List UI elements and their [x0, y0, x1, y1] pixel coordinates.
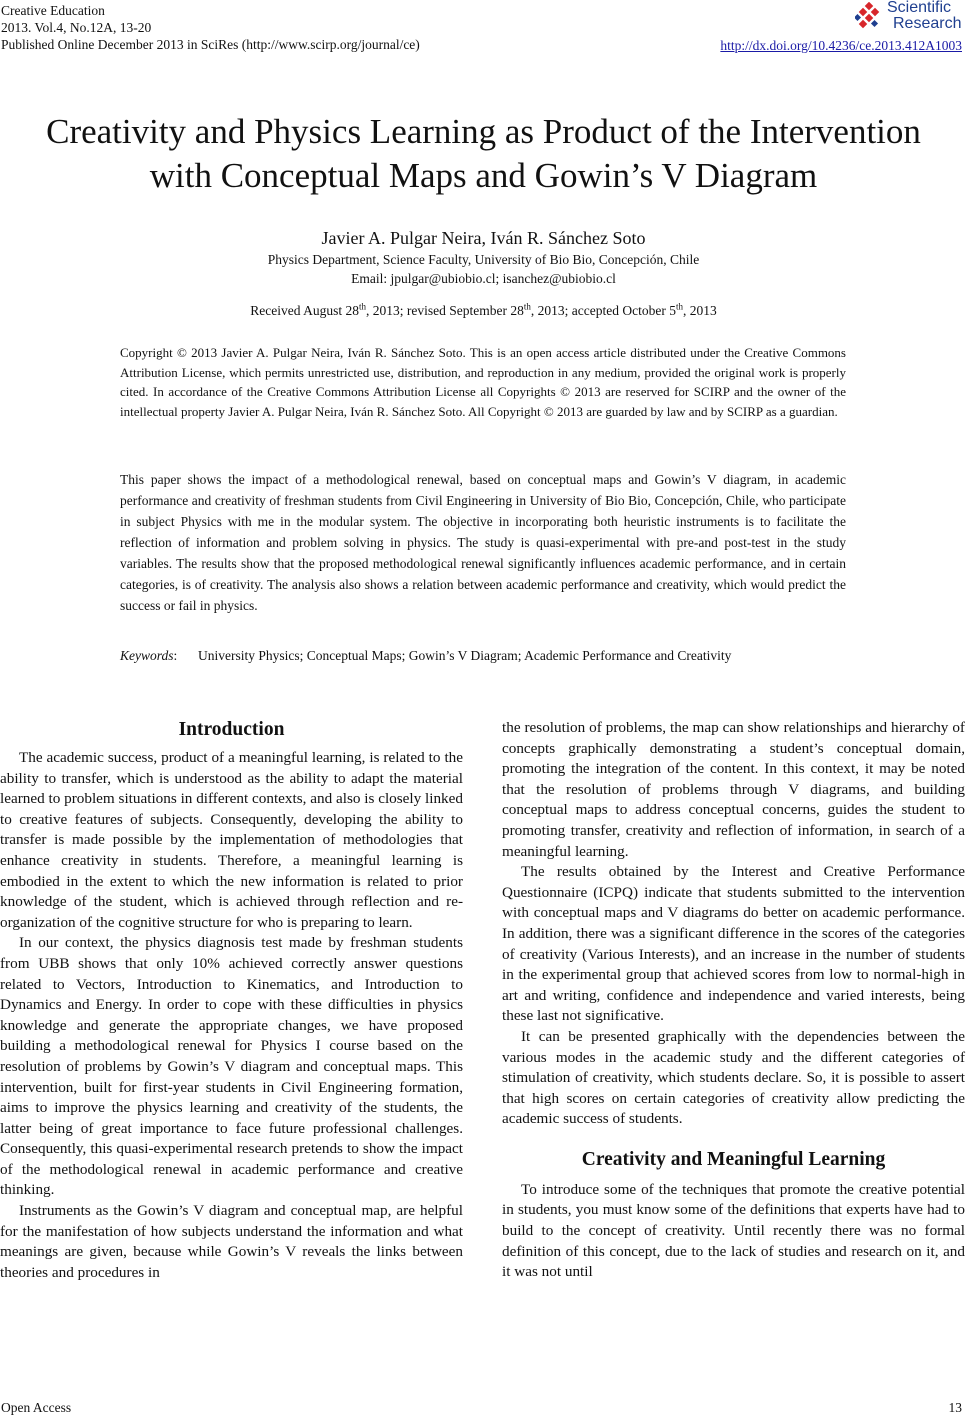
paragraph: It can be presented graphically with the dependencies between the various modes in the academic study and the different categories of stimulation of creativity, which students declare. So, it is possible to assert that high scores on certain categories of creativity allow predicting the academic success of students. [502, 1027, 965, 1128]
scientific-research-logo [855, 0, 967, 34]
logo-text-line2: Research [893, 15, 962, 32]
received-dates: Received August 28th, 2013; revised September 28th, 2013; accepted October 5th, 2013 [250, 301, 717, 318]
right-column [502, 718, 965, 1283]
copyright-notice: Copyright © 2013 Javier A. Pulgar Neira, Iván R. Sánchez Soto. This is an open access article distributed under the Creative Commons Attribution License, which permits unrestricted use, distribution, and reproduction in any medium, provided the original work is properly cited. In accordance of the Creative Commons Attribution License all Copyrights © 2013 are reserved for SCIRP and the owner of the intellectual property Javier A. Pulgar Neira, Iván R. Sánchez Soto. All Copyright © 2013 are guarded by law and by SCIRP as a guardian. [120, 345, 846, 419]
email: Email: jpulgar@ubiobio.cl; isanchez@ubiobio.cl [351, 271, 616, 286]
doi-link[interactable]: http://dx.doi.org/10.4236/ce.2013.412A1003 [720, 38, 962, 53]
journal-name: Creative Education [1, 3, 105, 18]
affiliation-block [0, 250, 967, 288]
paper-title: Creativity and Physics Learning as Product of the Intervention with Conceptual Maps and Gowin’s V Diagram [46, 112, 921, 195]
keywords-list: University Physics; Conceptual Maps; Gowin’s V Diagram; Academic Performance and Creativity [198, 648, 732, 663]
footer-open-access: Open Access [1, 1400, 72, 1415]
section-heading-creativity: Creativity and Meaningful Learning [581, 1148, 886, 1170]
paragraph: The results obtained by the Interest and Creative Performance Questionnaire (ICPQ) indicate that students submitted to the intervention with conceptual maps and V diagrams do better on academic performance. In addition, there was a significant difference in the scores of the categories of creativity (Various Interests), and an increase in the number of students in the experimental group that achieved scores from low to normal-high in art and writing, confidence and independence and varied interests, being these last not significative. [502, 863, 965, 1025]
left-column [0, 718, 463, 1283]
affiliation: Physics Department, Science Faculty, University of Bio Bio, Concepción, Chile [267, 252, 700, 267]
logo-text-line1: Scientific [887, 0, 952, 16]
publication-info: Published Online December 2013 in SciRes (http://www.scirp.org/journal/ce) [1, 37, 420, 52]
keywords-block: Keywords: University Physics; Conceptual Maps; Gowin’s V Diagram; Academic Performance and Creativity [120, 645, 846, 666]
journal-header [1, 2, 420, 53]
keywords-label: Keywords [120, 648, 174, 663]
paragraph: The academic success, product of a meaningful learning, is related to the ability to transfer, which is understood as the ability to adapt the material learned to problem situations in different contexts, and also is closely linked to creative features of subjects. Consequently, developing the ability to transfer is made possible by the implementation of methodologies that enhance creativity in students. Therefore, a meaningful learning is embodied in the extent to which the new information is related to prior knowledge of the student, which is achieved through reflection and re-organization of the cognitive structure for who is preparing to learn. [0, 749, 463, 931]
paragraph: In our context, the physics diagnosis test made by freshman students from UBB shows that only 10% achieved correctly answer questions related to Vectors, Introduction to Kinematics, and Introduction to Dynamics and Energy. In order to cope with these difficulties in physics knowledge and generate the appropriate changes, we have proposed building a methodological renewal for Physics I course based on the resolution of problems by Gowin’s V diagram and conceptual maps. This intervention, built for first-year students in Civil Engineering formation, aims to improve the physics learning and creativity of the students, the latter being of great importance to face future professional challenges. Consequently, this quasi-experimental research pretends to show the impact of the methodological renewal in academic performance and creative thinking. [0, 934, 463, 1199]
abstract: This paper shows the impact of a methodological renewal, based on conceptual maps and Gowin’s V diagram, in academic performance and creativity of freshman students from Civil Engineering in University of Bio Bio, Concepción, Chile, who participate in subject Physics with me in the modular system. The objective in incorporating both heuristic instruments is to facilitate the reflection of information and problem solving in physics. The study is quasi-experimental with pre-and post-test in the study variables. The results show that the proposed methodological renewal significantly influences academic performance, and in certain categories, is of creativity. The analysis also shows a relation between academic performance and creativity, which would predict the success or fail in physics. [120, 472, 846, 613]
paragraph: the resolution of problems, the map can show relationships and hierarchy of concepts graphically demonstrating a student’s conceptual domain, promoting the integration of the content. In this context, it may be noted that the resolution of problems through V diagrams, and building conceptual maps to address conceptual concerns, guides the student to promoting transfer, creativity and reflection of information, in search of a meaningful learning. [502, 719, 965, 860]
authors: Javier A. Pulgar Neira, Iván R. Sánchez Soto [321, 228, 646, 248]
section-heading-introduction: Introduction [178, 719, 285, 740]
journal-volume: 2013. Vol.4, No.12A, 13-20 [1, 20, 152, 35]
diamond-logo-icon [855, 2, 885, 32]
paragraph: Instruments as the Gowin’s V diagram and conceptual map, are helpful for the manifestation of how subjects understand the information and what meanings are given, because while Gowin’s V reveals the links between theories and procedures in [0, 1202, 463, 1281]
paragraph: To introduce some of the techniques that promote the creative potential in students, you must know some of the definitions that experts have had to build to the concept of creativity. Until recently there was no formal definition of this concept, due to the lack of studies and research on it, and it was not until [502, 1180, 965, 1281]
page-number: 13 [948, 1400, 962, 1415]
